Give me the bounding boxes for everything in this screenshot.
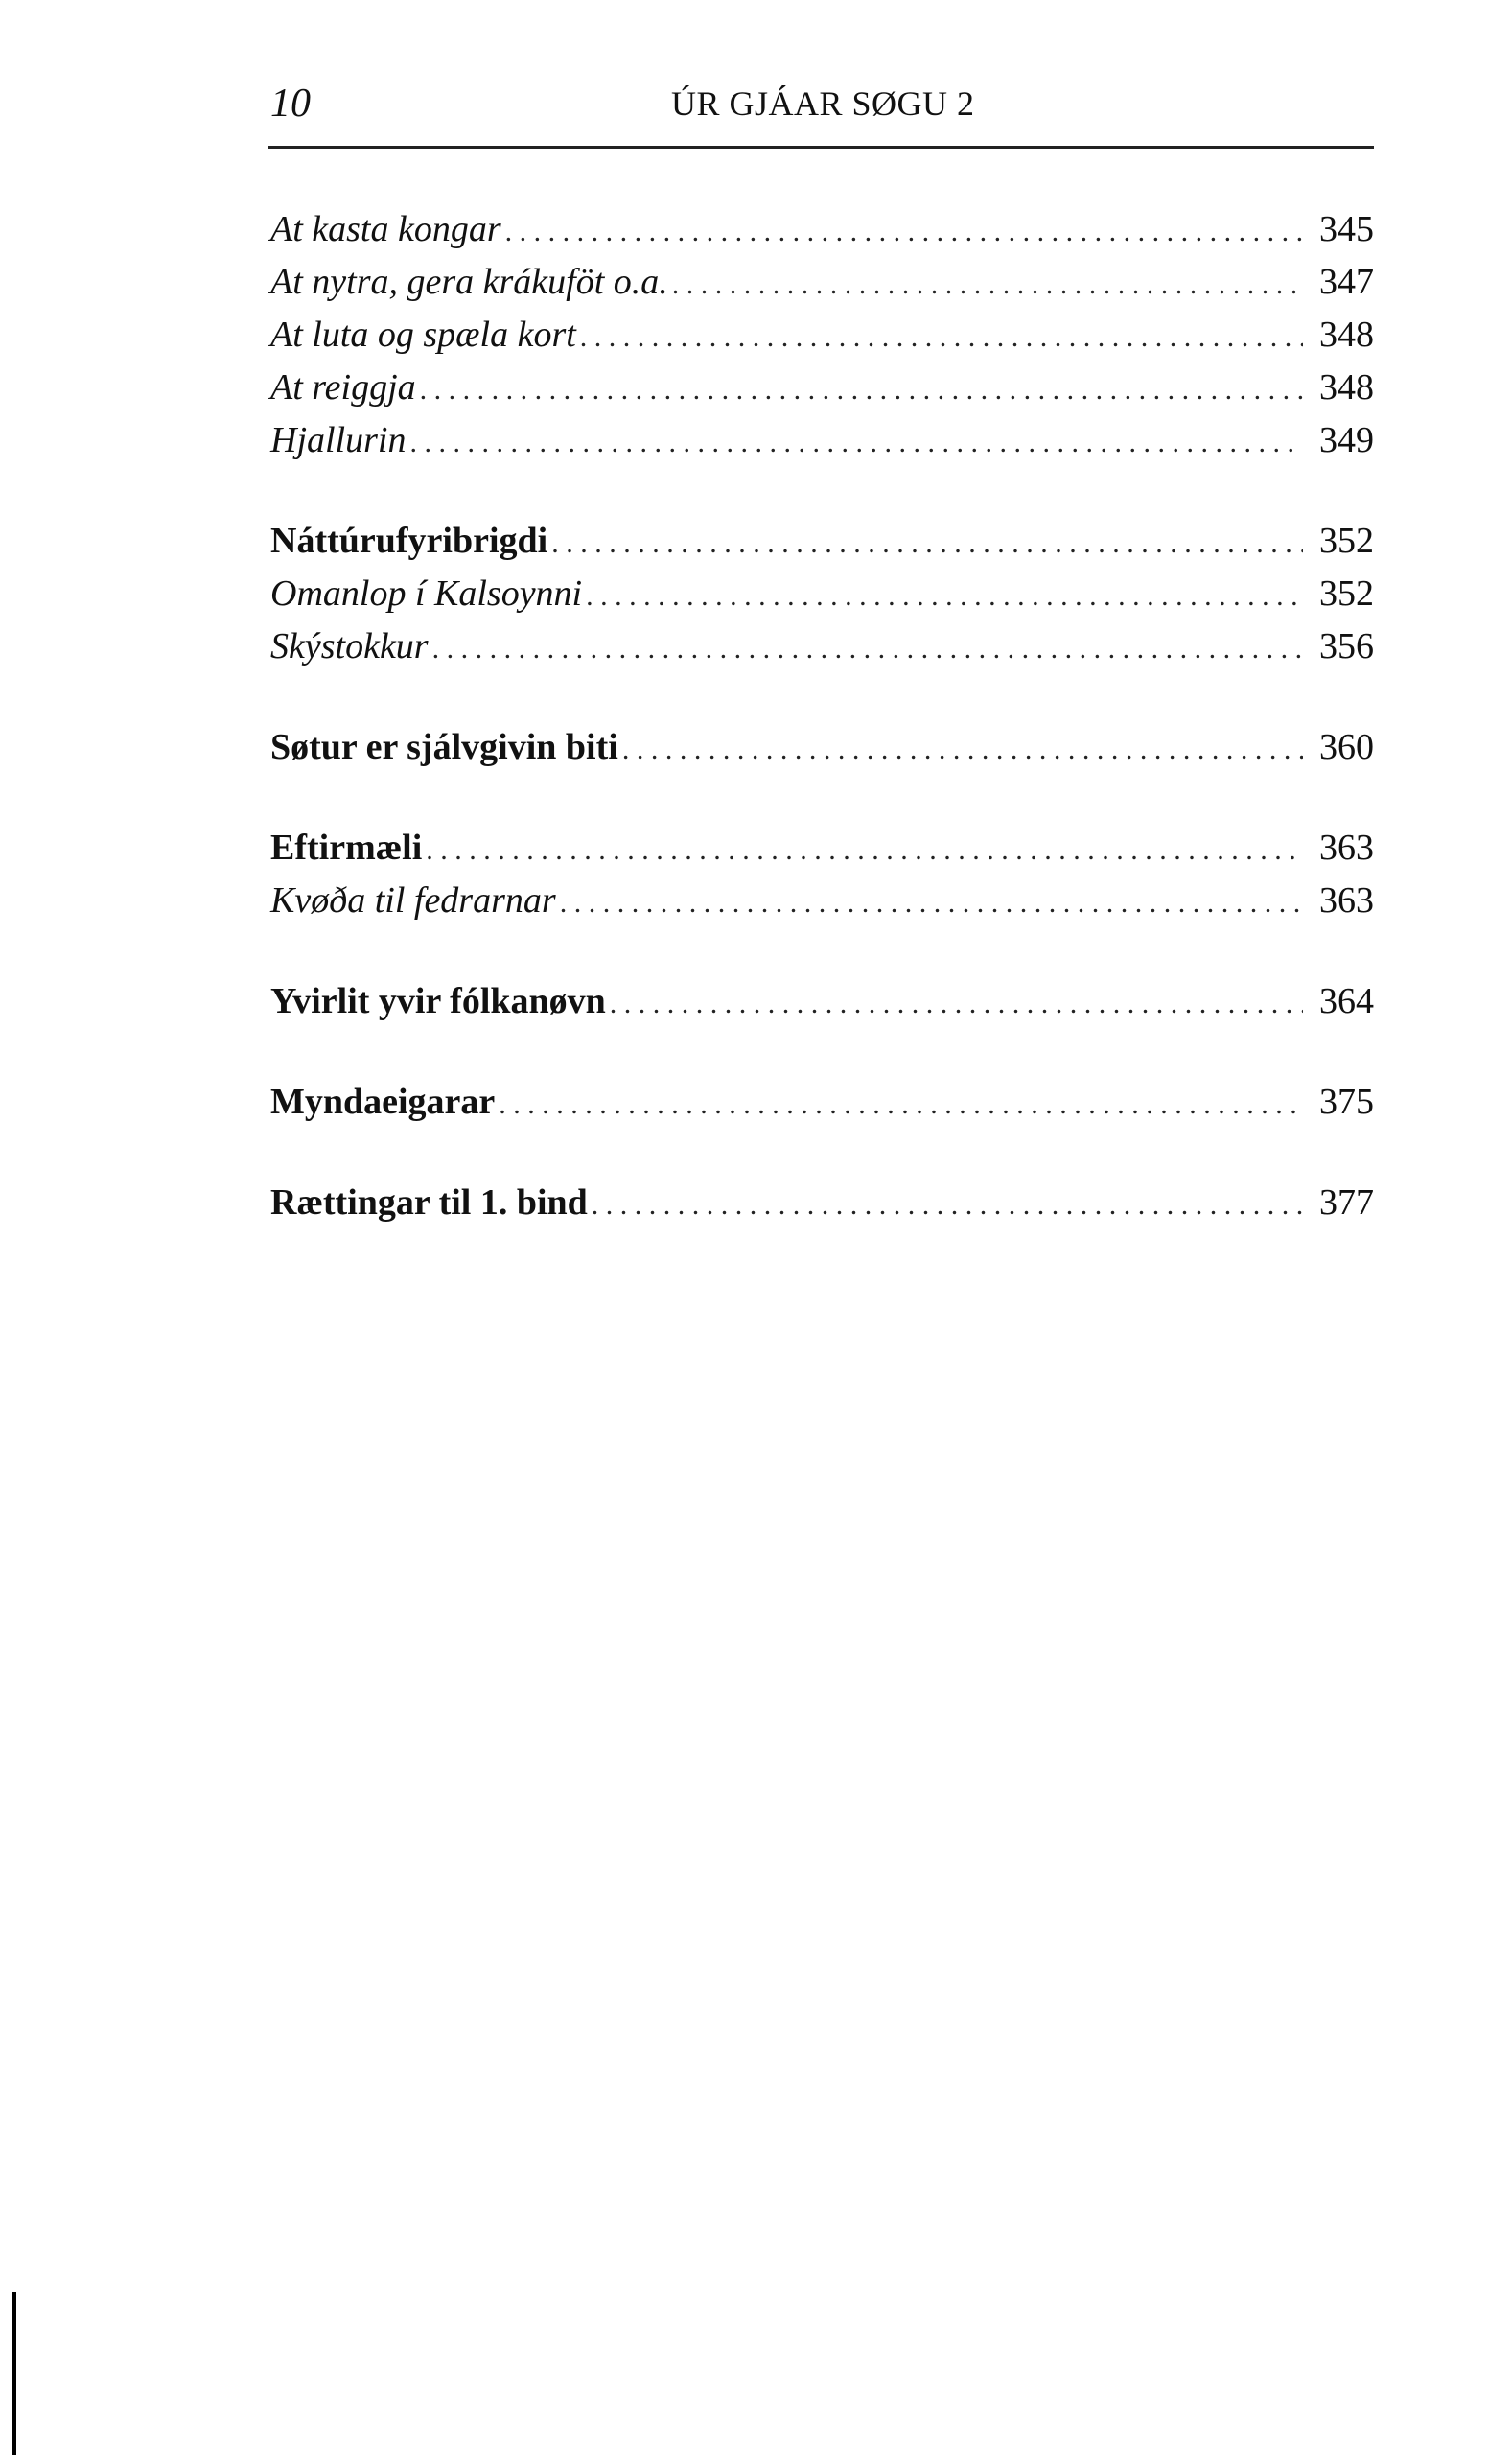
toc-entry-title: Rættingar til 1. bind	[270, 1182, 588, 1223]
toc-entry-page: 363	[1319, 828, 1374, 868]
toc-entry-title: At luta og spæla kort	[270, 315, 576, 355]
toc-entry-title: Søtur er sjálvgivin biti	[270, 727, 618, 767]
toc-group	[270, 203, 1374, 467]
toc-entry-page: 377	[1319, 1182, 1374, 1223]
toc-entry-title: Náttúrufyribrigdi	[270, 521, 548, 561]
toc-entry-title: Kvøða til fedrarnar	[270, 880, 556, 921]
toc-entry	[270, 515, 1374, 568]
toc-entry-page: 375	[1319, 1082, 1374, 1122]
toc-entry	[270, 256, 1374, 309]
toc-entry	[270, 309, 1374, 362]
toc-entry	[270, 203, 1374, 256]
header-rule	[268, 146, 1374, 149]
toc-entry-page: 352	[1319, 521, 1374, 561]
toc-entry-page: 360	[1319, 727, 1374, 767]
toc-entry-title: Skýstokkur	[270, 626, 429, 666]
toc-group	[270, 1177, 1374, 1229]
dot-leader	[499, 1078, 1303, 1131]
toc-group	[270, 721, 1374, 774]
toc-entry-page: 356	[1319, 626, 1374, 666]
toc-group	[270, 1076, 1374, 1129]
dot-leader	[622, 723, 1303, 776]
toc-entry-page: 348	[1319, 315, 1374, 355]
scan-margin-mark	[12, 2292, 16, 2455]
toc-entry-title: At kasta kongar	[270, 209, 501, 249]
toc-group	[270, 975, 1374, 1028]
toc-entry-page: 349	[1319, 420, 1374, 460]
toc-entry	[270, 1177, 1374, 1229]
toc-entry	[270, 975, 1374, 1028]
dot-leader	[505, 205, 1303, 258]
toc-entry-title: Eftirmæli	[270, 828, 423, 868]
dot-leader	[420, 363, 1303, 416]
toc-group	[270, 822, 1374, 927]
toc-entry-page: 345	[1319, 209, 1374, 249]
dot-leader	[432, 622, 1303, 675]
dot-leader	[426, 824, 1303, 877]
toc-entry	[270, 875, 1374, 927]
toc-entry-page: 363	[1319, 880, 1374, 921]
toc-entry	[270, 568, 1374, 620]
dot-leader	[586, 570, 1303, 622]
toc-entry	[270, 822, 1374, 875]
toc-entry-title: Yvirlit yvir fólkanøvn	[270, 981, 606, 1021]
toc-entry-page: 347	[1319, 262, 1374, 302]
page-number: 10	[270, 82, 311, 126]
toc-entry	[270, 362, 1374, 414]
toc-entry-title: Hjallurin	[270, 420, 407, 460]
toc-entry-title: At reiggja	[270, 367, 416, 408]
toc-entry-title: Myndaeigarar	[270, 1082, 496, 1122]
page-header	[268, 75, 1374, 132]
table-of-contents	[270, 203, 1374, 1277]
toc-entry-page: 352	[1319, 573, 1374, 614]
toc-entry-title: Omanlop í Kalsoynni	[270, 573, 583, 614]
dot-leader	[610, 977, 1303, 1030]
toc-entry	[270, 1076, 1374, 1129]
toc-group	[270, 515, 1374, 673]
toc-entry-title: At nytra, gera krákuföt o.a.	[270, 262, 668, 302]
dot-leader	[672, 258, 1303, 311]
dot-leader	[551, 517, 1303, 570]
running-title: ÚR GJÁAR SØGU 2	[671, 84, 975, 123]
toc-entry	[270, 620, 1374, 673]
toc-entry	[270, 721, 1374, 774]
dot-leader	[580, 311, 1303, 363]
toc-entry-page: 364	[1319, 981, 1374, 1021]
dot-leader	[560, 877, 1303, 929]
dot-leader	[592, 1179, 1303, 1231]
toc-entry	[270, 414, 1374, 467]
toc-entry-page: 348	[1319, 367, 1374, 408]
dot-leader	[409, 416, 1303, 469]
